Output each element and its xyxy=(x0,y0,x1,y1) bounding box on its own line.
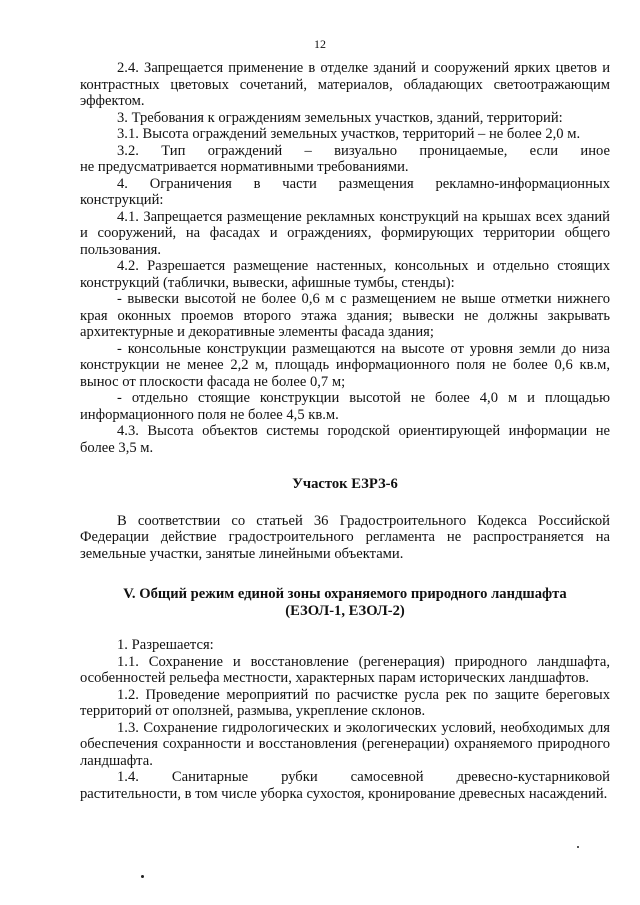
paragraph-4-2-signs: - вывески высотой не более 0,6 м с размещением не выше отметки нижнего края оконных проемов второго этажа здания; вывески не должны закрывать архитектурные и декоративные элементы фасада здания; xyxy=(80,291,610,340)
page-number: 12 xyxy=(314,37,326,51)
paragraph-3-2-line1: 3.2. Тип ограждений – визуально проницаемые, если иное xyxy=(117,142,610,159)
paragraph-2-4: 2.4. Запрещается применение в отделке зданий и сооружений ярких цветов и контрастных цветовых сочетаний, материалов, обладающих светоотражающим эффектом. xyxy=(80,60,610,109)
paragraph-1-1: 1.1. Сохранение и восстановление (регенерация) природного ландшафта, особенностей рельефа местности, характерных парам исторических ландшафтов. xyxy=(80,653,610,686)
paragraph-4-3: 4.3. Высота объектов системы городской ориентирующей информации не более 3,5 м. xyxy=(80,423,610,456)
paragraph-4-line2: конструкций: xyxy=(80,192,164,208)
paragraph-1: 1. Разрешается: xyxy=(117,637,214,653)
scan-speck xyxy=(577,846,579,848)
paragraph-4-2-console: - консольные конструкции размещаются на высоте от уровня земли до низа конструкции не менее 2,2 м, площадь информационного поля не более 0,6 кв.м, вынос от плоскости фасада не более 0,7 м; xyxy=(80,340,610,390)
paragraph-1-4-line2: растительности, в том числе уборка сухостоя, кронирование древесных насаждений. xyxy=(80,785,608,802)
paragraph-3-2-line2: не предусматривается нормативными требованиями. xyxy=(80,159,409,175)
section-heading-ezrz6: Участок ЕЗРЗ-6 xyxy=(292,476,398,492)
paragraph-1-3: 1.3. Сохранение гидрологических и экологических условий, необходимых для обеспечения сохранности и восстановления (регенерации) охраняемого природного ландшафта. xyxy=(80,719,610,769)
paragraph-4-2-standalone: - отдельно стоящие конструкции высотой не более 4,0 м и площадью информационного поля не более 4,5 кв.м. xyxy=(80,390,610,423)
scan-speck xyxy=(141,875,144,878)
document-body xyxy=(80,60,610,802)
paragraph-4-1: 4.1. Запрещается размещение рекламных конструкций на крышах всех зданий и сооружений, на фасадах и ограждениях, формирующих территории общего пользования. xyxy=(80,208,610,258)
paragraph-1-4-line1: 1.4. Санитарные рубки самосевной древесно-кустарниковой xyxy=(117,769,610,785)
paragraph-3: 3. Требования к ограждениям земельных участков, зданий, территорий: xyxy=(117,109,563,126)
paragraph-1-2: 1.2. Проведение мероприятий по расчистке русла рек по защите береговых территорий от оползней, размыва, укрепление склонов. xyxy=(80,686,610,719)
section-ezrz6-text: В соответствии со статьей 36 Градостроительного Кодекса Российской Федерации действие градостроительного регламента не распространяется на земельные участки, занятые линейными объектами. xyxy=(80,512,610,562)
paragraph-4-line1: 4. Ограничения в части размещения рекламно-информационных xyxy=(117,175,610,192)
paragraph-3-1: 3.1. Высота ограждений земельных участков, территорий – не более 2,0 м. xyxy=(117,126,581,142)
section-heading-v-line1: V. Общий режим единой зоны охраняемого природного ландшафта xyxy=(123,586,567,602)
paragraph-4-2: 4.2. Разрешается размещение настенных, консольных и отдельно стоящих конструкций (таблички, вывески, афишные тумбы, стенды): xyxy=(80,258,610,291)
section-heading-v-line2: (ЕЗОЛ-1, ЕЗОЛ-2) xyxy=(285,602,405,619)
